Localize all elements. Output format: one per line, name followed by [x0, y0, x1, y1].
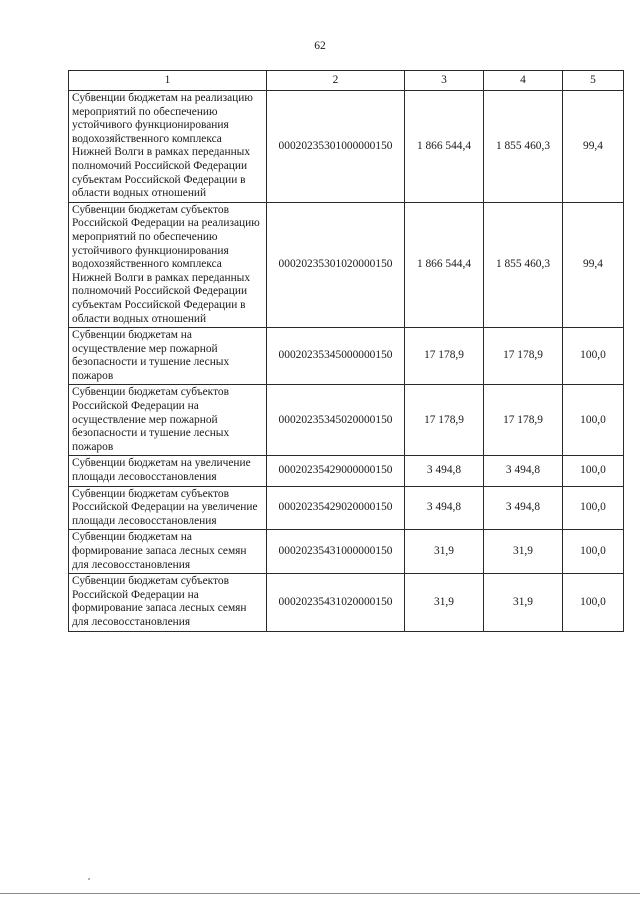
row-code: 00020235431000000150	[267, 530, 405, 574]
row-percent: 100,0	[563, 530, 624, 574]
row-percent: 100,0	[563, 456, 624, 486]
row-plan-value: 17 178,9	[405, 385, 484, 456]
row-actual-value: 1 855 460,3	[484, 91, 563, 203]
bottom-rule	[0, 893, 640, 894]
row-percent: 100,0	[563, 486, 624, 530]
row-plan-value: 1 866 544,4	[405, 202, 484, 327]
row-code: 00020235345020000150	[267, 385, 405, 456]
row-plan-value: 31,9	[405, 574, 484, 631]
row-name: Субвенции бюджетам на осуществление мер пожарной безопасности и тушение лесных пожаров	[69, 328, 267, 385]
row-plan-value: 17 178,9	[405, 328, 484, 385]
row-code: 00020235429020000150	[267, 486, 405, 530]
row-actual-value: 31,9	[484, 574, 563, 631]
row-plan-value: 3 494,8	[405, 456, 484, 486]
column-header-3: 3	[405, 71, 484, 91]
row-code: 00020235431020000150	[267, 574, 405, 631]
column-header-1: 1	[69, 71, 267, 91]
row-actual-value: 31,9	[484, 530, 563, 574]
column-header-4: 4	[484, 71, 563, 91]
table-row	[69, 456, 624, 486]
table-row	[69, 530, 624, 574]
row-name: Субвенции бюджетам на реализацию мероприятий по обеспечению устойчивого функционирования водохозяйственного комплекса Нижней Волги в рамках переданных полномочий Российской Федерации субъектам Российской Федерации в области водных отношений	[69, 91, 267, 203]
row-name: Субвенции бюджетам субъектов Российской Федерации на реализацию мероприятий по обеспечению устойчивого функционирования водохозяйственного комплекса Нижней Волги в рамках переданных полномочий Российской Федерации субъектам Российской Федерации в области водных отношений	[69, 202, 267, 327]
row-name: Субвенции бюджетам субъектов Российской Федерации на осуществление мер пожарной безопасности и тушение лесных пожаров	[69, 385, 267, 456]
row-name: Субвенции бюджетам на формирование запаса лесных семян для лесовосстановления	[69, 530, 267, 574]
row-code: 00020235429000000150	[267, 456, 405, 486]
table-row	[69, 385, 624, 456]
row-actual-value: 3 494,8	[484, 456, 563, 486]
row-name: Субвенции бюджетам субъектов Российской Федерации на увеличение площади лесовосстановления	[69, 486, 267, 530]
row-percent: 100,0	[563, 574, 624, 631]
row-plan-value: 31,9	[405, 530, 484, 574]
table-row	[69, 328, 624, 385]
row-percent: 100,0	[563, 328, 624, 385]
row-percent: 100,0	[563, 385, 624, 456]
row-actual-value: 17 178,9	[484, 385, 563, 456]
row-actual-value: 17 178,9	[484, 328, 563, 385]
row-plan-value: 1 866 544,4	[405, 91, 484, 203]
row-name: Субвенции бюджетам субъектов Российской Федерации на формирование запаса лесных семян для лесовосстановления	[69, 574, 267, 631]
row-plan-value: 3 494,8	[405, 486, 484, 530]
table-row	[69, 486, 624, 530]
scan-speck	[88, 878, 90, 880]
row-percent: 99,4	[563, 202, 624, 327]
header-row	[69, 71, 624, 91]
table-row	[69, 91, 624, 203]
row-code: 00020235301020000150	[267, 202, 405, 327]
budget-table	[68, 70, 624, 632]
table-row	[69, 574, 624, 631]
column-header-5: 5	[563, 71, 624, 91]
row-actual-value: 3 494,8	[484, 486, 563, 530]
column-header-2: 2	[267, 71, 405, 91]
row-code: 00020235301000000150	[267, 91, 405, 203]
row-name: Субвенции бюджетам на увеличение площади лесовосстановления	[69, 456, 267, 486]
row-actual-value: 1 855 460,3	[484, 202, 563, 327]
row-code: 00020235345000000150	[267, 328, 405, 385]
page-number: 62	[314, 40, 326, 52]
table-row	[69, 202, 624, 327]
row-percent: 99,4	[563, 91, 624, 203]
